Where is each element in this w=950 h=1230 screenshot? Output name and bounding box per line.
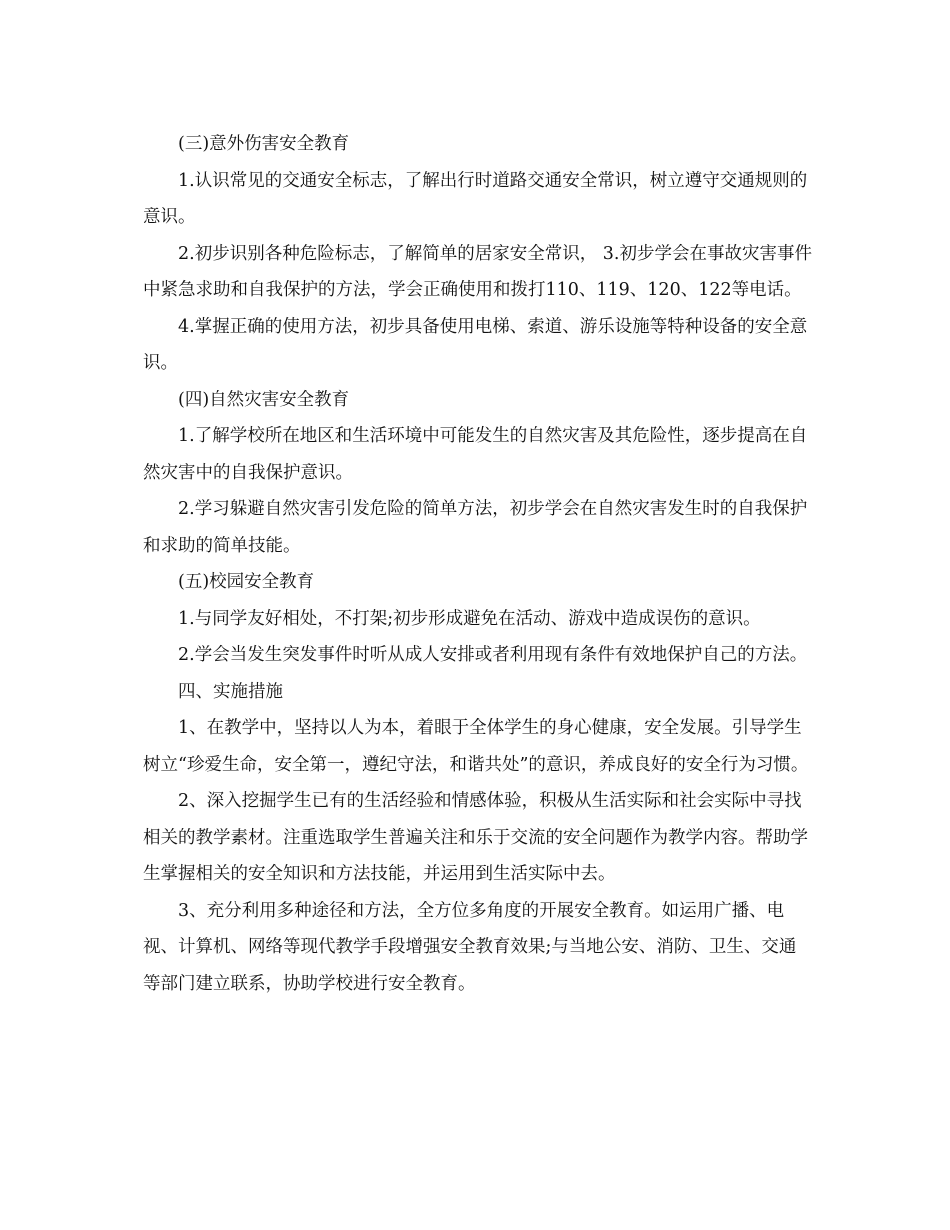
section-heading-accident-safety: (三)意外伤害安全教育 — [178, 134, 350, 154]
paragraph: 2、深入挖掘学生已有的生活经验和情感体验，积极从生活实际和社会实际中寻找相关的教学素材。注重选取学生普遍关注和乐于交流的安全问题作为教学内容。帮助学生掌握相关的安全知识和方法技能，并运用到生活实际中去。 — [143, 791, 808, 884]
document-body — [143, 126, 813, 1002]
paragraph: 1、在教学中，坚持以人为本，着眼于全体学生的身心健康，安全发展。引导学生树立“珍爱生命，安全第一，遵纪守法，和谐共处”的意识，养成良好的安全行为习惯。 — [143, 718, 809, 775]
paragraph: 1.了解学校所在地区和生活环境中可能发生的自然灾害及其危险性，逐步提高在自然灾害中的自我保护意识。 — [143, 426, 808, 483]
paragraph: 3、充分利用多种途径和方法，全方位多角度的开展安全教育。如运用广播、电视、计算机、网络等现代教学手段增强安全教育效果;与当地公安、消防、卫生、交通等部门建立联系，协助学校进行安全教育。 — [143, 900, 797, 994]
paragraph: 1.与同学友好相处，不打架;初步形成避免在活动、游戏中造成误伤的意识。 — [178, 608, 761, 629]
paragraph: 4.掌握正确的使用方法，初步具备使用电梯、索道、游乐设施等特种设备的安全意识。 — [143, 316, 808, 373]
paragraph: 2.学习躲避自然灾害引发危险的简单方法，初步学会在自然灾害发生时的自我保护和求助的简单技能。 — [143, 499, 808, 556]
paragraph: 1.认识常见的交通安全标志，了解出行时道路交通安全常识，树立遵守交通规则的意识。 — [143, 170, 808, 227]
paragraph: 2.初步识别各种危险标志，了解简单的居家安全常识， 3.初步学会在事故灾害事件中紧急求助和自我保护的方法，学会正确使用和拨打110、119、120、122等电话。 — [143, 243, 812, 300]
section-heading-natural-disaster-safety: (四)自然灾害安全教育 — [178, 389, 350, 410]
section-heading-campus-safety: (五)校园安全教育 — [178, 572, 315, 592]
paragraph: 2.学会当发生突发事件时听从成人安排或者利用现有条件有效地保护自己的方法。 — [178, 645, 808, 665]
section-heading-implementation-measures: 四、实施措施 — [178, 681, 283, 702]
